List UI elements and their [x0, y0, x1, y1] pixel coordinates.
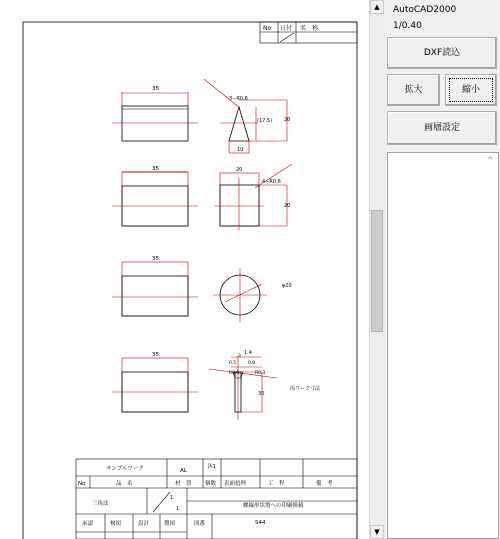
part4-side — [209, 356, 277, 420]
part4-width: 35 — [152, 352, 159, 358]
approve-label: 承認 — [82, 521, 94, 527]
header-no-col: No — [78, 481, 86, 487]
header-name: 名 称 — [300, 25, 319, 32]
part3-circle — [213, 268, 267, 322]
drawing-note: 両ワーク寸法 — [290, 386, 321, 392]
part2-front — [112, 172, 198, 226]
scale-bottom: 1 — [176, 506, 180, 512]
scroll-thumb[interactable] — [371, 210, 383, 332]
header-material: 材 質 — [175, 481, 192, 487]
part1-radius: 3−R0.6 — [229, 96, 248, 102]
projection-method: 三角法 — [92, 501, 109, 507]
part1-bottom-dim: 10 — [237, 147, 244, 153]
part4-dim-a: 1.4 — [244, 350, 252, 356]
part1-side-dim: 20 — [284, 117, 291, 123]
zoom-in-button[interactable]: 拡大 — [387, 74, 440, 106]
header-date: 日付 — [280, 25, 293, 32]
part1-width: 35 — [152, 86, 159, 92]
format-label: AutoCAD2000 — [393, 5, 457, 15]
header-remarks: 備 考 — [316, 481, 333, 487]
part3-front — [112, 262, 198, 316]
part1-side — [204, 79, 287, 153]
part2-top-dim: 20 — [236, 167, 243, 173]
part3-diameter: φ20 — [282, 283, 292, 289]
header-no: No — [263, 25, 272, 32]
part1-front — [112, 92, 198, 141]
vertical-scrollbar[interactable] — [369, 0, 385, 539]
quantity-value: 各1 — [207, 464, 216, 470]
part4-dim-e: R0.5 — [229, 371, 240, 376]
layer-settings-button[interactable]: 画層設定 — [387, 111, 497, 145]
control-panel — [385, 0, 500, 539]
header-surface: 表面処理 — [224, 481, 247, 487]
check-label: 検図 — [110, 521, 122, 527]
part1-small-dim: (17.5) — [257, 118, 273, 124]
drawing-frame — [23, 22, 357, 539]
part2-side-dim: 20 — [284, 203, 291, 209]
drafting-label: 製図 — [164, 521, 176, 527]
load-dxf-button[interactable]: DXF読込 — [387, 37, 497, 69]
header-count: 個数 — [205, 481, 217, 487]
material-value: AL — [180, 468, 187, 474]
part2-width: 35 — [152, 166, 159, 172]
scale-label: 1/0.40 — [393, 21, 422, 31]
layer-list-scroll-up-icon[interactable]: ^ — [486, 156, 494, 166]
part3-width: 35 — [152, 256, 159, 262]
part4-dim-c: 3 — [238, 354, 241, 359]
zoom-out-button[interactable]: 縮小 — [445, 74, 497, 106]
header-item: 品 名 — [116, 481, 133, 487]
part4-front — [112, 358, 198, 412]
part4-dim-g: 30 — [258, 391, 265, 397]
work-name: サンプルワーク — [106, 466, 145, 472]
scroll-up-button[interactable]: ▲ — [370, 0, 384, 14]
part4-dim-d: 0.8 — [248, 361, 256, 366]
scale-top: 1 — [170, 495, 174, 501]
part4-dim-b: 0.5 — [229, 361, 237, 366]
scroll-down-button[interactable]: ▼ — [370, 525, 384, 539]
part2-chamfer: 4−R0.6 — [262, 179, 281, 185]
drawing-no-label: 図番 — [194, 521, 206, 527]
layer-list[interactable] — [387, 152, 499, 539]
header-process: 工 程 — [268, 481, 285, 487]
drawing-no: S44 — [255, 520, 266, 526]
design-label: 設計 — [138, 521, 150, 527]
description: 螺線形状盤への印刷換載 — [243, 503, 304, 509]
part2-side — [214, 164, 292, 230]
part4-dim-f: R0.3 — [255, 371, 266, 376]
